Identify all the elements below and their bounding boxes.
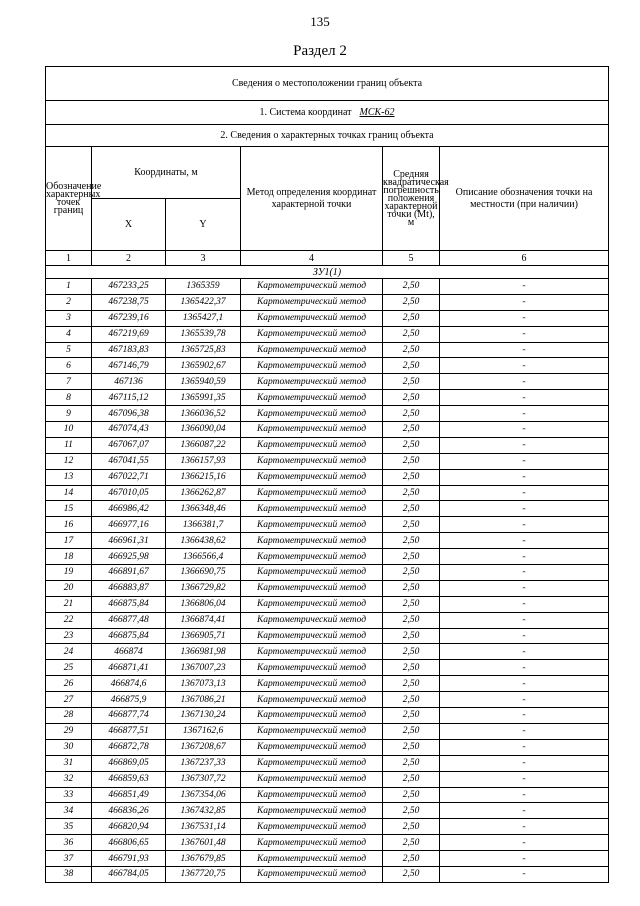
cell-method: Картометрический метод: [241, 787, 383, 803]
cell-coord-x: 467096,38: [92, 406, 166, 422]
cell-method: Картометрический метод: [241, 533, 383, 549]
cell-point-number: 11: [46, 437, 92, 453]
cell-point-number: 7: [46, 374, 92, 390]
table-row: [46, 565, 609, 581]
table-row: [46, 819, 609, 835]
cell-coord-y: 1367679,85: [166, 851, 241, 867]
cell-description: -: [440, 326, 609, 342]
cell-method: Картометрический метод: [241, 596, 383, 612]
table-row: [46, 374, 609, 390]
boundary-table: [45, 66, 609, 883]
cell-description: -: [440, 596, 609, 612]
cell-coord-x: 466875,9: [92, 692, 166, 708]
cell-coord-y: 1365940,59: [166, 374, 241, 390]
cell-accuracy: 2,50: [383, 501, 440, 517]
cell-coord-x: 466836,26: [92, 803, 166, 819]
cell-description: -: [440, 469, 609, 485]
cell-coord-y: 1366729,82: [166, 580, 241, 596]
cell-coord-x: 467239,16: [92, 310, 166, 326]
parcel-label: ЗУ1(1): [46, 266, 609, 279]
cell-accuracy: 2,50: [383, 294, 440, 310]
cell-accuracy: 2,50: [383, 676, 440, 692]
cell-coord-x: 466877,48: [92, 612, 166, 628]
cell-method: Картометрический метод: [241, 310, 383, 326]
cell-point-number: 25: [46, 660, 92, 676]
cell-coord-x: 466877,74: [92, 708, 166, 724]
table-row: [46, 485, 609, 501]
table-row: [46, 612, 609, 628]
table-row: [46, 342, 609, 358]
table-row: [46, 835, 609, 851]
cell-coord-x: 466851,49: [92, 787, 166, 803]
cell-method: Картометрический метод: [241, 453, 383, 469]
cell-point-number: 3: [46, 310, 92, 326]
cell-accuracy: 2,50: [383, 437, 440, 453]
cell-coord-x: 466784,05: [92, 866, 166, 882]
cell-description: -: [440, 374, 609, 390]
cell-method: Картометрический метод: [241, 294, 383, 310]
cell-point-number: 22: [46, 612, 92, 628]
table-row: [46, 580, 609, 596]
cell-method: Картометрический метод: [241, 437, 383, 453]
table-row: [46, 708, 609, 724]
cell-point-number: 17: [46, 533, 92, 549]
section-title: Раздел 2: [293, 43, 347, 59]
cell-point-number: 33: [46, 787, 92, 803]
header-accuracy: Средняя квадратическая погрешность положения характерной точки (Mt), м: [383, 147, 440, 251]
coord-system-row: [46, 101, 609, 125]
header-description: Описание обозначения точки на местности (при наличии): [440, 147, 609, 251]
cell-method: Картометрический метод: [241, 866, 383, 882]
cell-description: -: [440, 803, 609, 819]
table-row: [46, 739, 609, 755]
cell-coord-y: 1367354,06: [166, 787, 241, 803]
cell-accuracy: 2,50: [383, 517, 440, 533]
cell-description: -: [440, 358, 609, 374]
points-label: 2. Сведения о характерных точках границ объекта: [46, 125, 609, 147]
cell-coord-x: 466925,98: [92, 549, 166, 565]
header-x: X: [92, 199, 166, 251]
cell-point-number: 37: [46, 851, 92, 867]
cell-method: Картометрический метод: [241, 676, 383, 692]
cell-accuracy: 2,50: [383, 533, 440, 549]
cell-coord-x: 466859,63: [92, 771, 166, 787]
cell-coord-y: 1366981,98: [166, 644, 241, 660]
cell-method: Картометрический метод: [241, 469, 383, 485]
cell-description: -: [440, 851, 609, 867]
cell-accuracy: 2,50: [383, 549, 440, 565]
cell-description: -: [440, 676, 609, 692]
cell-coord-x: 467041,55: [92, 453, 166, 469]
cell-coord-y: 1367208,67: [166, 739, 241, 755]
cell-accuracy: 2,50: [383, 771, 440, 787]
cell-coord-y: 1367720,75: [166, 866, 241, 882]
cell-coord-y: 1365902,67: [166, 358, 241, 374]
cell-accuracy: 2,50: [383, 310, 440, 326]
cell-coord-y: 1366157,93: [166, 453, 241, 469]
cell-coord-x: 466883,87: [92, 580, 166, 596]
cell-coord-x: 466874,6: [92, 676, 166, 692]
cell-accuracy: 2,50: [383, 469, 440, 485]
cell-point-number: 23: [46, 628, 92, 644]
cell-coord-x: 467136: [92, 374, 166, 390]
cell-accuracy: 2,50: [383, 422, 440, 438]
header-coords: Координаты, м: [92, 147, 241, 199]
cell-description: -: [440, 437, 609, 453]
cell-method: Картометрический метод: [241, 803, 383, 819]
cell-method: Картометрический метод: [241, 708, 383, 724]
cell-accuracy: 2,50: [383, 358, 440, 374]
column-number: 6: [440, 251, 609, 266]
cell-point-number: 35: [46, 819, 92, 835]
table-row: [46, 437, 609, 453]
cell-description: -: [440, 533, 609, 549]
cell-coord-y: 1365725,83: [166, 342, 241, 358]
cell-coord-x: 467010,05: [92, 485, 166, 501]
column-number: 4: [241, 251, 383, 266]
cell-method: Картометрический метод: [241, 660, 383, 676]
cell-description: -: [440, 644, 609, 660]
cell-coord-y: 1366806,04: [166, 596, 241, 612]
cell-description: -: [440, 787, 609, 803]
cell-coord-x: 466869,05: [92, 755, 166, 771]
cell-point-number: 12: [46, 453, 92, 469]
cell-method: Картометрический метод: [241, 485, 383, 501]
cell-accuracy: 2,50: [383, 723, 440, 739]
cell-accuracy: 2,50: [383, 644, 440, 660]
cell-accuracy: 2,50: [383, 580, 440, 596]
cell-description: -: [440, 390, 609, 406]
table-row: [46, 771, 609, 787]
cell-method: Картометрический метод: [241, 692, 383, 708]
cell-coord-x: 466986,42: [92, 501, 166, 517]
table-row: [46, 628, 609, 644]
cell-method: Картометрический метод: [241, 835, 383, 851]
cell-point-number: 30: [46, 739, 92, 755]
cell-point-number: 21: [46, 596, 92, 612]
cell-accuracy: 2,50: [383, 660, 440, 676]
cell-coord-y: 1367086,21: [166, 692, 241, 708]
cell-accuracy: 2,50: [383, 596, 440, 612]
cell-coord-y: 1366690,75: [166, 565, 241, 581]
cell-coord-y: 1366215,16: [166, 469, 241, 485]
cell-coord-x: 466875,84: [92, 596, 166, 612]
cell-coord-y: 1365422,37: [166, 294, 241, 310]
cell-description: -: [440, 279, 609, 295]
cell-description: -: [440, 612, 609, 628]
cell-accuracy: 2,50: [383, 851, 440, 867]
table-row: [46, 866, 609, 882]
cell-method: Картометрический метод: [241, 358, 383, 374]
cell-method: Картометрический метод: [241, 628, 383, 644]
cell-accuracy: 2,50: [383, 866, 440, 882]
cell-point-number: 13: [46, 469, 92, 485]
cell-method: Картометрический метод: [241, 723, 383, 739]
column-number: 3: [166, 251, 241, 266]
cell-point-number: 18: [46, 549, 92, 565]
cell-point-number: 38: [46, 866, 92, 882]
cell-method: Картометрический метод: [241, 501, 383, 517]
cell-accuracy: 2,50: [383, 835, 440, 851]
cell-description: -: [440, 835, 609, 851]
cell-description: -: [440, 739, 609, 755]
table-row: [46, 787, 609, 803]
cell-description: -: [440, 501, 609, 517]
header-y: Y: [166, 199, 241, 251]
cell-point-number: 15: [46, 501, 92, 517]
cell-coord-x: 466820,94: [92, 819, 166, 835]
cell-point-number: 26: [46, 676, 92, 692]
table-row: [46, 644, 609, 660]
cell-method: Картометрический метод: [241, 390, 383, 406]
table-row: [46, 422, 609, 438]
cell-coord-x: 466875,84: [92, 628, 166, 644]
table-row: [46, 723, 609, 739]
cell-coord-y: 1365359: [166, 279, 241, 295]
cell-accuracy: 2,50: [383, 628, 440, 644]
cell-point-number: 28: [46, 708, 92, 724]
cell-accuracy: 2,50: [383, 406, 440, 422]
table-row: [46, 596, 609, 612]
cell-coord-y: 1366381,7: [166, 517, 241, 533]
table-row: [46, 453, 609, 469]
cell-coord-x: 466977,16: [92, 517, 166, 533]
table-row: [46, 851, 609, 867]
column-number: 5: [383, 251, 440, 266]
cell-point-number: 24: [46, 644, 92, 660]
cell-coord-x: 467238,75: [92, 294, 166, 310]
cell-coord-y: 1365427,1: [166, 310, 241, 326]
page-number: 135: [310, 14, 330, 29]
cell-coord-y: 1366262,87: [166, 485, 241, 501]
cell-point-number: 14: [46, 485, 92, 501]
cell-coord-x: 466891,67: [92, 565, 166, 581]
table-title: Сведения о местоположении границ объекта: [46, 67, 609, 101]
cell-coord-y: 1367307,72: [166, 771, 241, 787]
table-row: [46, 533, 609, 549]
table-row: [46, 517, 609, 533]
cell-point-number: 32: [46, 771, 92, 787]
cell-coord-x: 466872,78: [92, 739, 166, 755]
cell-point-number: 10: [46, 422, 92, 438]
cell-coord-x: 467115,12: [92, 390, 166, 406]
cell-coord-x: 466871,41: [92, 660, 166, 676]
cell-accuracy: 2,50: [383, 453, 440, 469]
cell-point-number: 8: [46, 390, 92, 406]
cell-coord-y: 1366905,71: [166, 628, 241, 644]
cell-coord-y: 1366348,46: [166, 501, 241, 517]
coord-system-value: МСК-62: [359, 107, 395, 118]
cell-description: -: [440, 819, 609, 835]
cell-method: Картометрический метод: [241, 851, 383, 867]
cell-coord-x: 467183,83: [92, 342, 166, 358]
table-row: [46, 501, 609, 517]
cell-method: Картометрический метод: [241, 580, 383, 596]
cell-coord-y: 1367130,24: [166, 708, 241, 724]
cell-accuracy: 2,50: [383, 342, 440, 358]
cell-accuracy: 2,50: [383, 787, 440, 803]
cell-accuracy: 2,50: [383, 279, 440, 295]
cell-method: Картометрический метод: [241, 644, 383, 660]
cell-coord-y: 1365539,78: [166, 326, 241, 342]
cell-description: -: [440, 866, 609, 882]
cell-method: Картометрический метод: [241, 549, 383, 565]
table-row: [46, 549, 609, 565]
table-row: [46, 803, 609, 819]
cell-description: -: [440, 294, 609, 310]
cell-accuracy: 2,50: [383, 390, 440, 406]
cell-method: Картометрический метод: [241, 326, 383, 342]
cell-description: -: [440, 723, 609, 739]
cell-description: -: [440, 580, 609, 596]
cell-accuracy: 2,50: [383, 803, 440, 819]
header-point-id: Обозначение характерных точек границ: [46, 147, 92, 251]
table-row: [46, 660, 609, 676]
cell-coord-y: 1367601,48: [166, 835, 241, 851]
cell-coord-y: 1366874,41: [166, 612, 241, 628]
cell-description: -: [440, 549, 609, 565]
table-row: [46, 294, 609, 310]
cell-coord-x: 467067,07: [92, 437, 166, 453]
cell-coord-y: 1367237,33: [166, 755, 241, 771]
table-row: [46, 279, 609, 295]
cell-accuracy: 2,50: [383, 374, 440, 390]
cell-coord-x: 467022,71: [92, 469, 166, 485]
cell-point-number: 4: [46, 326, 92, 342]
cell-method: Картометрический метод: [241, 739, 383, 755]
table-row: [46, 469, 609, 485]
cell-point-number: 36: [46, 835, 92, 851]
cell-description: -: [440, 628, 609, 644]
cell-description: -: [440, 692, 609, 708]
cell-accuracy: 2,50: [383, 326, 440, 342]
table-row: [46, 358, 609, 374]
cell-coord-x: 467146,79: [92, 358, 166, 374]
cell-coord-x: 467074,43: [92, 422, 166, 438]
cell-point-number: 31: [46, 755, 92, 771]
cell-accuracy: 2,50: [383, 612, 440, 628]
cell-point-number: 16: [46, 517, 92, 533]
cell-coord-y: 1365991,35: [166, 390, 241, 406]
cell-description: -: [440, 310, 609, 326]
cell-accuracy: 2,50: [383, 819, 440, 835]
cell-method: Картометрический метод: [241, 612, 383, 628]
table-row: [46, 326, 609, 342]
table-row: [46, 310, 609, 326]
cell-accuracy: 2,50: [383, 485, 440, 501]
cell-coord-x: 467233,25: [92, 279, 166, 295]
cell-coord-x: 466791,93: [92, 851, 166, 867]
cell-point-number: 34: [46, 803, 92, 819]
cell-description: -: [440, 660, 609, 676]
coord-system-label: 1. Система координат: [259, 107, 352, 118]
cell-point-number: 2: [46, 294, 92, 310]
cell-accuracy: 2,50: [383, 692, 440, 708]
cell-coord-y: 1366566,4: [166, 549, 241, 565]
table-row: [46, 406, 609, 422]
cell-accuracy: 2,50: [383, 708, 440, 724]
cell-point-number: 27: [46, 692, 92, 708]
cell-coord-y: 1366438,62: [166, 533, 241, 549]
cell-description: -: [440, 453, 609, 469]
table-row: [46, 755, 609, 771]
cell-method: Картометрический метод: [241, 422, 383, 438]
cell-method: Картометрический метод: [241, 517, 383, 533]
cell-coord-x: 467219,69: [92, 326, 166, 342]
cell-accuracy: 2,50: [383, 755, 440, 771]
cell-method: Картометрический метод: [241, 374, 383, 390]
cell-description: -: [440, 422, 609, 438]
cell-coord-y: 1367432,85: [166, 803, 241, 819]
header-method: Метод определения координат характерной точки: [241, 147, 383, 251]
cell-point-number: 19: [46, 565, 92, 581]
cell-coord-x: 466874: [92, 644, 166, 660]
cell-point-number: 6: [46, 358, 92, 374]
table-row: [46, 390, 609, 406]
cell-coord-y: 1366036,52: [166, 406, 241, 422]
cell-description: -: [440, 342, 609, 358]
column-number: 1: [46, 251, 92, 266]
cell-method: Картометрический метод: [241, 755, 383, 771]
cell-coord-x: 466806,65: [92, 835, 166, 851]
cell-point-number: 29: [46, 723, 92, 739]
cell-point-number: 20: [46, 580, 92, 596]
cell-coord-y: 1367007,23: [166, 660, 241, 676]
cell-coord-y: 1367531,14: [166, 819, 241, 835]
cell-coord-x: 466877,51: [92, 723, 166, 739]
cell-point-number: 5: [46, 342, 92, 358]
cell-description: -: [440, 708, 609, 724]
cell-method: Картометрический метод: [241, 279, 383, 295]
cell-method: Картометрический метод: [241, 406, 383, 422]
cell-description: -: [440, 517, 609, 533]
cell-point-number: 9: [46, 406, 92, 422]
cell-accuracy: 2,50: [383, 739, 440, 755]
table-row: [46, 676, 609, 692]
cell-description: -: [440, 771, 609, 787]
cell-method: Картометрический метод: [241, 565, 383, 581]
cell-description: -: [440, 755, 609, 771]
cell-method: Картометрический метод: [241, 819, 383, 835]
column-number: 2: [92, 251, 166, 266]
cell-method: Картометрический метод: [241, 771, 383, 787]
cell-description: -: [440, 485, 609, 501]
cell-coord-y: 1367162,6: [166, 723, 241, 739]
cell-description: -: [440, 406, 609, 422]
cell-description: -: [440, 565, 609, 581]
cell-coord-y: 1367073,13: [166, 676, 241, 692]
cell-coord-y: 1366090,04: [166, 422, 241, 438]
cell-accuracy: 2,50: [383, 565, 440, 581]
cell-method: Картометрический метод: [241, 342, 383, 358]
cell-coord-x: 466961,31: [92, 533, 166, 549]
cell-coord-y: 1366087,22: [166, 437, 241, 453]
cell-point-number: 1: [46, 279, 92, 295]
table-row: [46, 692, 609, 708]
